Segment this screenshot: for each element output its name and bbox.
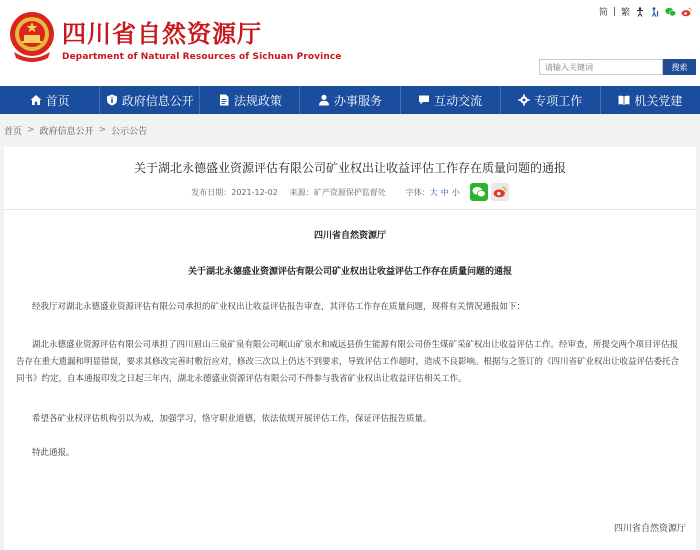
nav-item-party-building[interactable] [601,86,700,114]
nav-item-label: 互动交流 [434,93,483,108]
paragraph-intro: 经我厅对湖北永德盛业资源评估有限公司承担的矿业权出让收益评估报告审查，其评估工作存在质量问题，现将有关情况通报如下： [32,302,526,312]
signature: 四川省自然资源厅 [613,524,686,534]
search-button[interactable]: 搜索 [663,59,696,75]
national-emblem-icon [8,8,56,64]
nav-item-regulations[interactable] [200,86,300,114]
wechat-icon[interactable] [665,7,676,17]
paragraph-warning: 希望各矿业权评估机构引以为戒，加强学习，恪守职业道德，依法依规开展评估工作，保证评估报告质量。 [32,414,432,424]
breadcrumb-separator: > [98,125,107,135]
search-input[interactable] [539,59,663,75]
site-header [0,0,700,86]
font-large-button[interactable]: 大 [429,187,438,197]
chat-icon [418,94,430,106]
service-icon [318,94,330,106]
font-small-button[interactable]: 小 [451,187,460,197]
nav-item-services[interactable] [300,86,400,114]
main-nav [0,86,700,114]
document-title: 关于湖北永德盛业资源评估有限公司矿业权出让收益评估工作存在质量问题的通报 [187,267,512,277]
nav-item-interaction[interactable] [401,86,501,114]
site-title[interactable]: 四川省自然资源厅 [62,20,262,48]
home-icon [30,94,42,106]
nav-item-label: 法规政策 [233,93,282,108]
nav-item-label: 首页 [45,93,70,108]
document-icon [218,94,230,106]
nav-item-label: 专项工作 [534,93,583,108]
nav-item-label: 政府信息公开 [121,93,194,108]
nav-item-special-work[interactable] [501,86,601,114]
utility-bar [599,5,692,18]
accessibility-icon[interactable] [635,7,645,17]
info-icon [106,94,118,106]
separator: | [612,6,616,17]
publish-date: 2021-12-02 [231,187,278,197]
nav-item-label: 机关党建 [634,93,683,108]
traditional-link[interactable]: 繁 [620,8,630,18]
source-label: 来源： [289,187,314,197]
paragraph-closing: 特此通报。 [32,448,75,458]
breadcrumb-home[interactable]: 首页 [4,126,23,137]
paragraph-details: 湖北永德盛业资源评估有限公司承担了四川眉山三泉矿泉有限公司岷山矿泉水和威远县侨生能源有限公司侨生煤矿采矿权出让收益评估工作。经审查，所提交两个项目评估报告存在重大遗漏和明显错误，要求其修改完善时敷衍应对，修改三次以上仍达不到要求，导致评估工作超时，造成不良影响。根据与之签订的《四川省矿业权出让收益评估委托合同书》约定，自本通报印发之日起三年内，湖北永德盛业资源评估有限公司不得参与我省矿业权出让收益评估相关工作。 [16,340,680,384]
issuing-organization: 四川省自然资源厅 [313,231,386,241]
weibo-icon[interactable] [681,7,692,17]
breadcrumb-announcements[interactable]: 公示公告 [111,126,148,137]
nav-item-info-disclosure[interactable] [100,86,200,114]
simplified-link[interactable]: 简 [598,8,608,18]
date-label: 发布日期： [191,187,232,197]
nav-item-label: 办事服务 [333,93,382,108]
book-icon [618,94,630,106]
share-weibo-icon[interactable] [491,183,509,201]
source-value: 矿产资源保护监督处 [313,187,386,197]
search-box [539,59,696,75]
settings-icon [518,94,530,106]
article-container [4,147,696,550]
font-size-label: 字体： [405,187,430,197]
article-title: 关于湖北永德盛业资源评估有限公司矿业权出让收益评估工作存在质量问题的通报 [133,161,566,175]
meta-divider [4,209,696,210]
article-meta [4,180,696,204]
site-subtitle: Department of Natural Resources of Sichuan Province [62,52,342,62]
nav-item-home[interactable] [0,86,100,114]
breadcrumb-separator: > [27,125,35,135]
elderly-mode-icon[interactable] [650,7,660,17]
share-wechat-icon[interactable] [470,183,488,201]
breadcrumb-info-disclosure[interactable]: 政府信息公开 [39,126,94,137]
font-medium-button[interactable]: 中 [440,187,449,197]
breadcrumb [0,114,700,146]
